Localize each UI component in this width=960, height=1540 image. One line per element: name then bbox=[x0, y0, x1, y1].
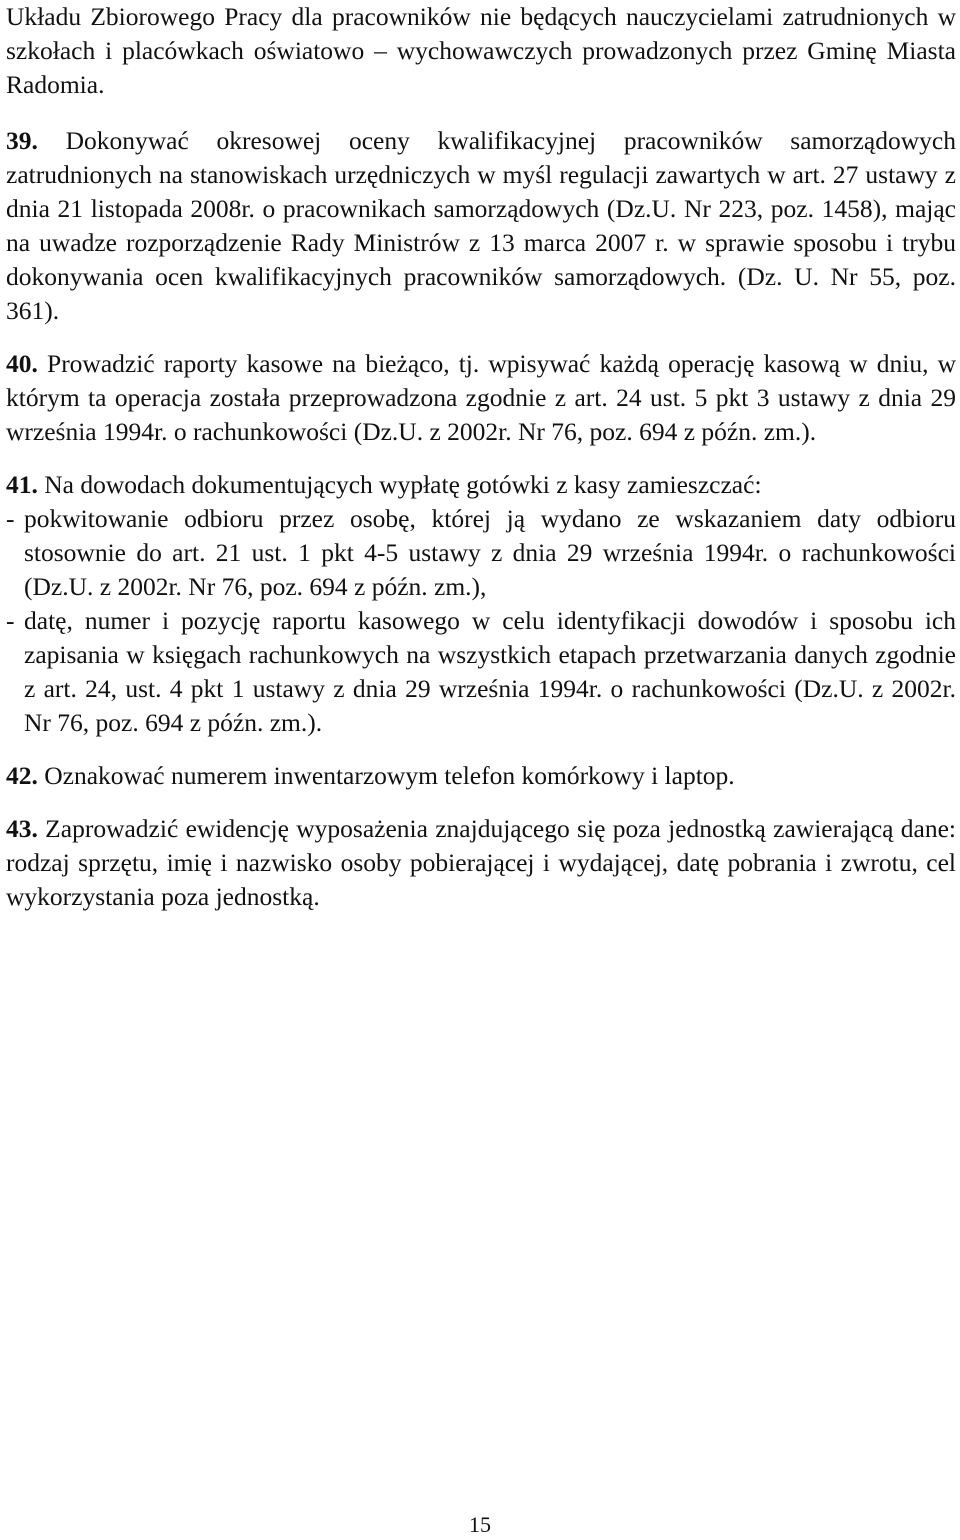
paragraph-text: Na dowodach dokumentujących wypłatę gotówki z kasy zamieszczać: bbox=[37, 470, 762, 499]
list-dash: - bbox=[6, 504, 15, 533]
paragraph-number: 43. bbox=[6, 814, 38, 843]
list-item-text: datę, numer i pozycję raportu kasowego w celu identyfikacji dowodów i sposobu ich zapisania w księgach rachunkowych na wszystkich etapach przetwarzania danych zgodnie z art. 24, ust. 4 pkt 1 ustawy z dnia 29 września 1994r. o rachunkowości (Dz.U. z 2002r. Nr 76, poz. 694 z późn. zm.). bbox=[24, 606, 956, 737]
paragraph-text: Oznakować numerem inwentarzowym telefon komórkowy i laptop. bbox=[37, 761, 735, 790]
paragraph-text: Prowadzić raporty kasowe na bieżąco, tj. wpisywać każdą operację kasową w dniu, w którym ta operacja została przeprowadzona zgodnie z art. 24 ust. 5 pkt 3 ustawy z dnia 29 września 1994r. o rachunkowości (Dz.U. z 2002r. Nr 76, poz. 694 z późn. zm.). bbox=[6, 349, 956, 446]
list-item bbox=[6, 604, 956, 740]
paragraph-text: Dokonywać okresowej oceny kwalifikacyjnej pracowników samorządowych zatrudnionych na stanowiskach urzędniczych w myśl regulacji zawartych w art. 27 ustawy z dnia 21 listopada 2008r. o pracownikach samorządowych (Dz.U. Nr 223, poz. 1458), mając na uwadze rozporządzenie Rady Ministrów z 13 marca 2007 r. w sprawie sposobu i trybu dokonywania ocen kwalifikacyjnych pracowników samorządowych. (Dz. U. Nr 55, poz. 361). bbox=[6, 126, 956, 325]
paragraph-intro bbox=[6, 0, 956, 102]
paragraph-42 bbox=[6, 759, 956, 793]
paragraph-text: Zaprowadzić ewidencję wyposażenia znajdującego się poza jednostką zawierającą dane: rodzaj sprzętu, imię i nazwisko osoby pobierającej i wydającej, datę pobrania i zwrotu, cel wykorzystania poza jednostką. bbox=[6, 814, 956, 911]
paragraph-41 bbox=[6, 468, 956, 740]
paragraph-text: Układu Zbiorowego Pracy dla pracowników nie będących nauczycielami zatrudnionych w szkołach i placówkach oświatowo – wychowawczych prowadzonych przez Gminę Miasta Radomia. bbox=[6, 2, 956, 99]
paragraph-number: 42. bbox=[6, 761, 38, 790]
paragraph-lead bbox=[6, 468, 956, 502]
document-page bbox=[6, 0, 956, 933]
paragraph-number: 40. bbox=[6, 349, 38, 378]
page-number: 15 bbox=[469, 1512, 491, 1537]
list-item-text: pokwitowanie odbioru przez osobę, której ją wydano ze wskazaniem daty odbioru stosownie do art. 21 ust. 1 pkt 4-5 ustawy z dnia 29 września 1994r. o rachunkowości (Dz.U. z 2002r. Nr 76, poz. 694 z późn. zm.), bbox=[24, 504, 956, 601]
list-dash: - bbox=[6, 606, 15, 635]
paragraph-number: 41. bbox=[6, 470, 38, 499]
paragraph-43 bbox=[6, 812, 956, 914]
list-item bbox=[6, 502, 956, 604]
paragraph-39 bbox=[6, 124, 956, 328]
paragraph-40 bbox=[6, 347, 956, 449]
paragraph-number: 39. bbox=[6, 126, 38, 155]
